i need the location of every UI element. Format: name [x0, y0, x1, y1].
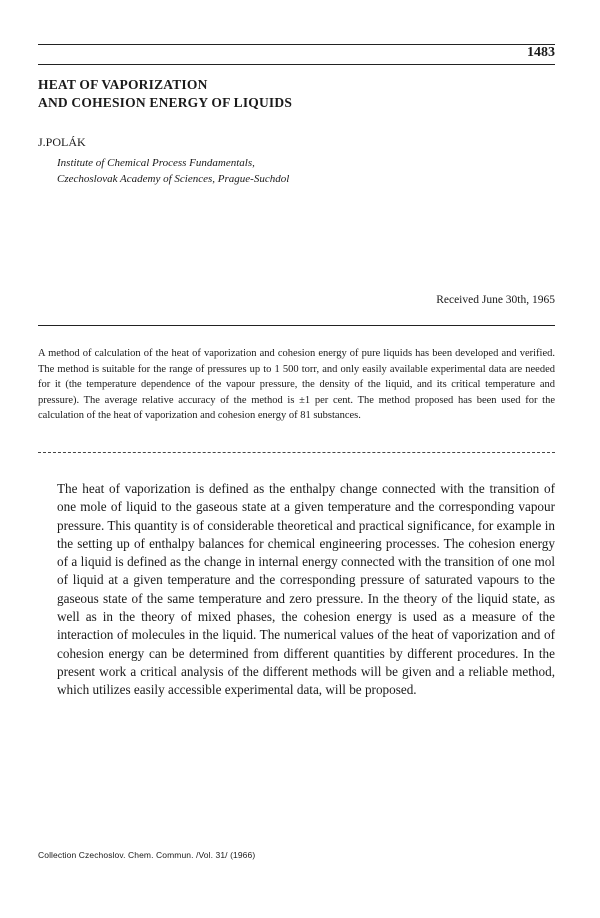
article-title [38, 76, 292, 112]
affiliation [57, 155, 289, 187]
journal-citation: Collection Czechoslov. Chem. Commun. /Vol. 31/ (1966) [38, 850, 256, 860]
abstract-rule-bottom [38, 452, 555, 453]
affiliation-line-2: Czechoslovak Academy of Sciences, Prague-Suchdol [57, 173, 290, 185]
page-number: 1483 [527, 45, 555, 60]
author-name: J.POLÁK [38, 135, 86, 149]
received-date: Received June 30th, 1965 [436, 294, 555, 306]
abstract: A method of calculation of the heat of vaporization and cohesion energy of pure liquids has been developed and verified. The method is suitable for the range of pressures up to 1 500 torr, and only easily available experimental data are needed for it (the temperature dependence of the vapour pressure, the density of the liquid, and its critical temperature and pressure). The average relative accuracy of the method is ±1 per cent. The method proposed has been used for the calculation of the heat of vaporization and cohesion energy of 81 substances. [38, 348, 555, 421]
header-rule-top [38, 44, 555, 45]
title-line-1: HEAT OF VAPORIZATION [38, 77, 208, 92]
header-rule-bottom [38, 64, 555, 65]
affiliation-line-1: Institute of Chemical Process Fundamentals, [57, 157, 255, 169]
title-line-2: AND COHESION ENERGY OF LIQUIDS [38, 95, 293, 110]
abstract-rule-top [38, 325, 555, 326]
body-paragraph: The heat of vaporization is defined as the enthalpy change connected with the transition of one mole of liquid to the gaseous state at a given temperature and the corresponding vapour pressure. This quantity is of considerable theoretical and practical significance, for example in the setting up of enthalpy balances for chemical engineering processes. The cohesion energy of a liquid is defined as the change in internal energy connected with the transition of one mol of liquid at a given temperature and the corresponding pressure of saturated vapours to the gaseous state of the same temperature and zero pressure. In the theory of the liquid state, as well as in the theory of mixed phases, the cohesion energy is used as a measure of the interaction of molecules in the liquid. The numerical values of the heat of vaporization and of cohesion energy can be determined from different quantities by different procedures. In the present work a critical analysis of the different methods will be given and a reliable method, which utilizes easily accessible experimental data, will be proposed. [57, 481, 555, 698]
